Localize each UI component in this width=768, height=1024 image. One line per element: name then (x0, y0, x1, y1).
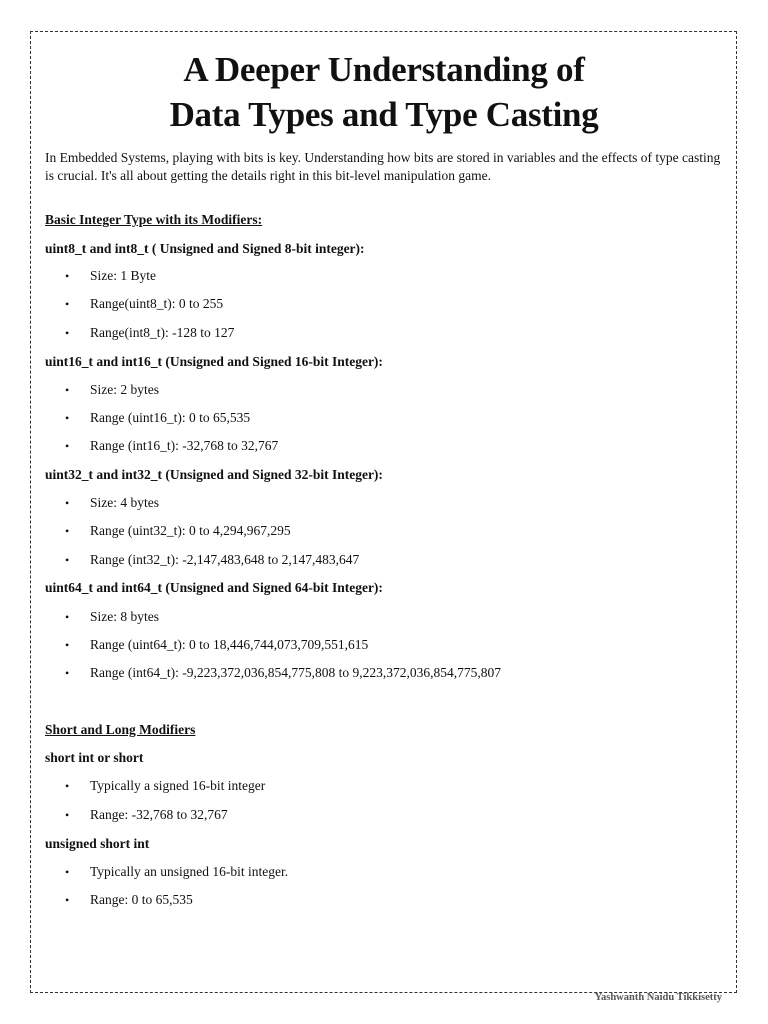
title-line-2: Data Types and Type Casting (169, 95, 599, 134)
bullet-icon: • (65, 779, 70, 793)
bullet-icon: • (65, 439, 70, 453)
list-item: • Size: 1 Byte (65, 268, 156, 283)
list-item: • Range (int32_t): -2,147,483,648 to 2,147,483,647 (65, 552, 360, 567)
list-item: • Range (int64_t): -9,223,372,036,854,775,808 to 9,223,372,036,854,775,807 (65, 665, 501, 680)
group-heading-64bit: uint64_t and int64_t (Unsigned and Signed 64-bit Integer): (45, 580, 383, 595)
section-heading-short-long: Short and Long Modifiers (45, 722, 196, 737)
bullet-icon: • (65, 865, 70, 879)
bullet-icon: • (65, 269, 70, 283)
list-item: • Range (int16_t): -32,768 to 32,767 (65, 438, 279, 453)
bullet-icon: • (65, 610, 70, 624)
group-heading-16bit: uint16_t and int16_t (Unsigned and Signed 16-bit Integer): (45, 354, 383, 369)
bullet-icon: • (65, 893, 70, 907)
intro-paragraph: In Embedded Systems, playing with bits is key. Understanding how bits are stored in variables and the effects of type casting is crucial. It's all about getting the details right in this bit-level manipulation game. (45, 150, 721, 183)
footer-author: Yashwanth Naidu Tikkisetty (594, 992, 722, 1003)
list-item: • Typically a signed 16-bit integer (65, 778, 266, 793)
list-item: • Range (uint16_t): 0 to 65,535 (65, 410, 251, 425)
list-item: • Range: 0 to 65,535 (65, 892, 193, 907)
bullet-icon: • (65, 553, 70, 567)
bullet-icon: • (65, 297, 70, 311)
list-item: • Range: -32,768 to 32,767 (65, 807, 228, 822)
group-heading-unsigned-short: unsigned short int (45, 836, 150, 851)
bullet-icon: • (65, 383, 70, 397)
list-item: • Range(int8_t): -128 to 127 (65, 325, 235, 340)
bullet-icon: • (65, 638, 70, 652)
bullet-icon: • (65, 808, 70, 822)
list-item: • Size: 4 bytes (65, 495, 159, 510)
title-line-1: A Deeper Understanding of (183, 50, 585, 89)
bullet-icon: • (65, 326, 70, 340)
group-heading-32bit: uint32_t and int32_t (Unsigned and Signed 32-bit Integer): (45, 467, 383, 482)
list-item: • Range (uint64_t): 0 to 18,446,744,073,709,551,615 (65, 637, 369, 652)
list-item: • Typically an unsigned 16-bit integer. (65, 864, 289, 879)
section-heading-basic: Basic Integer Type with its Modifiers: (45, 212, 263, 227)
bullet-icon: • (65, 411, 70, 425)
list-item: • Range(uint8_t): 0 to 255 (65, 296, 224, 311)
list-item: • Size: 2 bytes (65, 382, 159, 397)
list-item: • Size: 8 bytes (65, 609, 159, 624)
group-heading-8bit: uint8_t and int8_t ( Unsigned and Signed 8-bit integer): (45, 241, 365, 256)
bullet-icon: • (65, 524, 70, 538)
bullet-icon: • (65, 496, 70, 510)
bullet-icon: • (65, 666, 70, 680)
list-item: • Range (uint32_t): 0 to 4,294,967,295 (65, 523, 291, 538)
group-heading-short: short int or short (45, 750, 144, 765)
